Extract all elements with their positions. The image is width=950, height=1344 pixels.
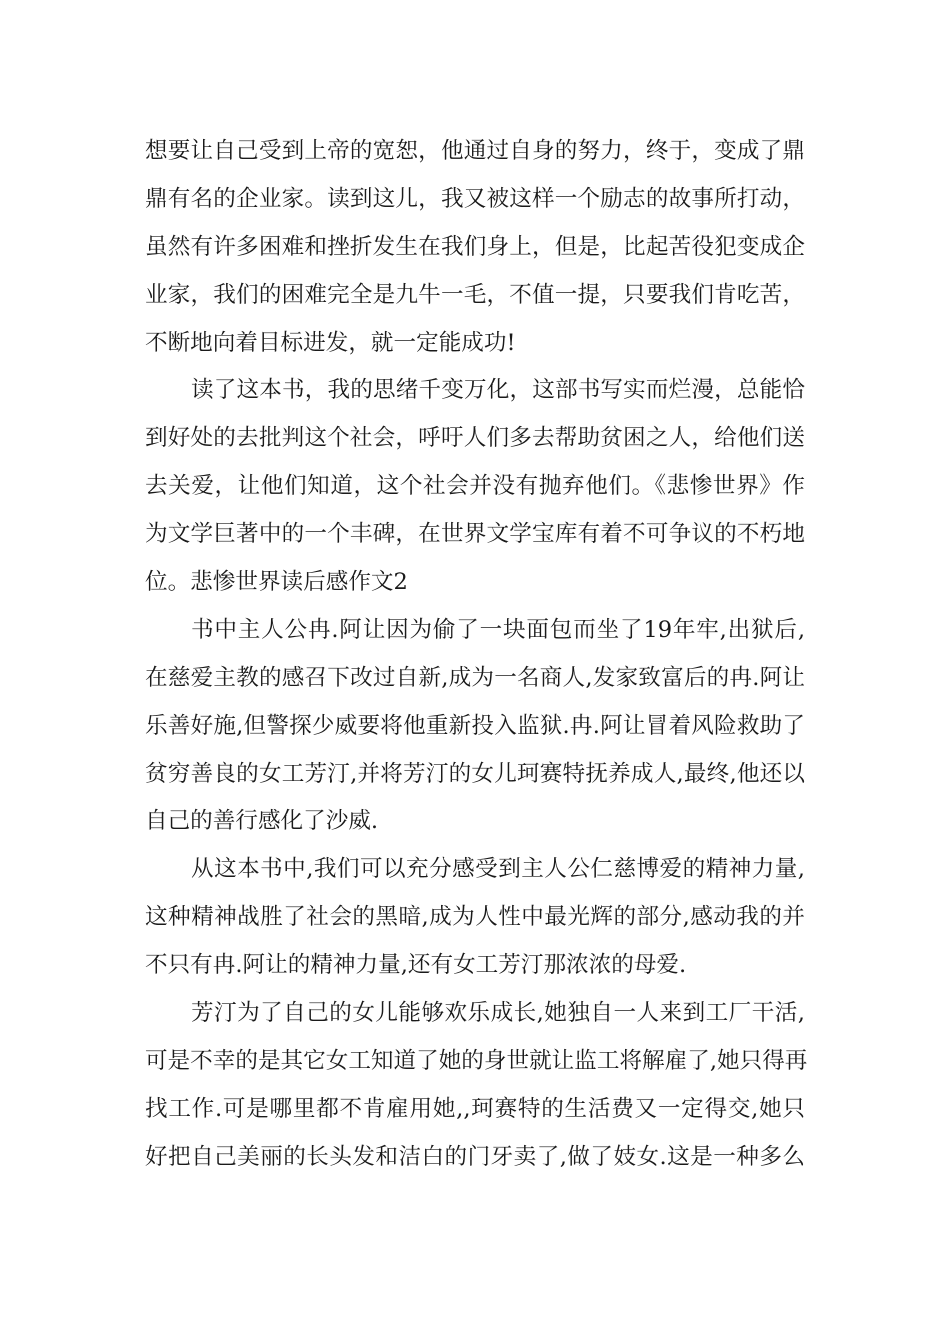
text-line: 乐善好施,但警探少威要将他重新投入监狱.冉.阿让冒着风险救助了	[145, 712, 805, 739]
paragraph-first-line: 书中主人公冉.阿让因为偷了一块面包而坐了19年牢,出狱后,	[191, 616, 805, 643]
text-line: 去关爱，让他们知道，这个社会并没有抛弃他们。《悲惨世界》作	[145, 473, 805, 500]
text-line: 虽然有许多困难和挫折发生在我们身上，但是，比起苦役犯变成企	[145, 233, 805, 260]
text-line: 不断地向着目标进发，就一定能成功!	[145, 329, 516, 356]
text-line: 到好处的去批判这个社会，呼吁人们多去帮助贫困之人，给他们送	[145, 425, 805, 452]
text-line: 为文学巨著中的一个丰碑，在世界文学宝库有着不可争议的不朽地	[145, 521, 805, 548]
text-line: 找工作.可是哪里都不肯雇用她,,珂赛特的生活费又一定得交,她只	[145, 1095, 805, 1122]
text-line: 可是不幸的是其它女工知道了她的身世就让监工将解雇了,她只得再	[145, 1047, 808, 1074]
paragraph-first-line: 芳汀为了自己的女儿能够欢乐成长,她独自一人来到工厂干活,	[191, 1000, 805, 1027]
text-line: 在慈爱主教的感召下改过自新,成为一名商人,发家致富后的冉.阿让	[145, 664, 805, 691]
text-line: 想要让自己受到上帝的宽恕，他通过自身的努力，终于，变成了鼎	[145, 138, 805, 164]
text-line: 好把自己美丽的长头发和洁白的门牙卖了,做了妓女.这是一种多么	[145, 1143, 805, 1170]
text-line: 自己的善行感化了沙威.	[145, 808, 379, 835]
text-line: 鼎有名的企业家。读到这儿，我又被这样一个励志的故事所打动，	[145, 185, 805, 212]
text-line: 业家，我们的困难完全是九牛一毛，不值一提，只要我们肯吃苦，	[145, 281, 805, 308]
text-line: 这种精神战胜了社会的黑暗,成为人性中最光辉的部分,感动我的并	[145, 904, 805, 931]
text-line: 位。悲惨世界读后感作文2	[145, 569, 408, 596]
text-line: 不只有冉.阿让的精神力量,还有女工芳汀那浓浓的母爱.	[145, 952, 687, 979]
document-body	[145, 128, 808, 1182]
paragraph-first-line: 读了这本书，我的思绪千变万化，这部书写实而烂漫，总能恰	[191, 377, 805, 404]
text-line: 贫穷善良的女工芳汀,并将芳汀的女儿珂赛特抚养成人,最终,他还以	[145, 760, 805, 787]
paragraph-first-line: 从这本书中,我们可以充分感受到主人公仁慈博爱的精神力量,	[191, 856, 805, 883]
